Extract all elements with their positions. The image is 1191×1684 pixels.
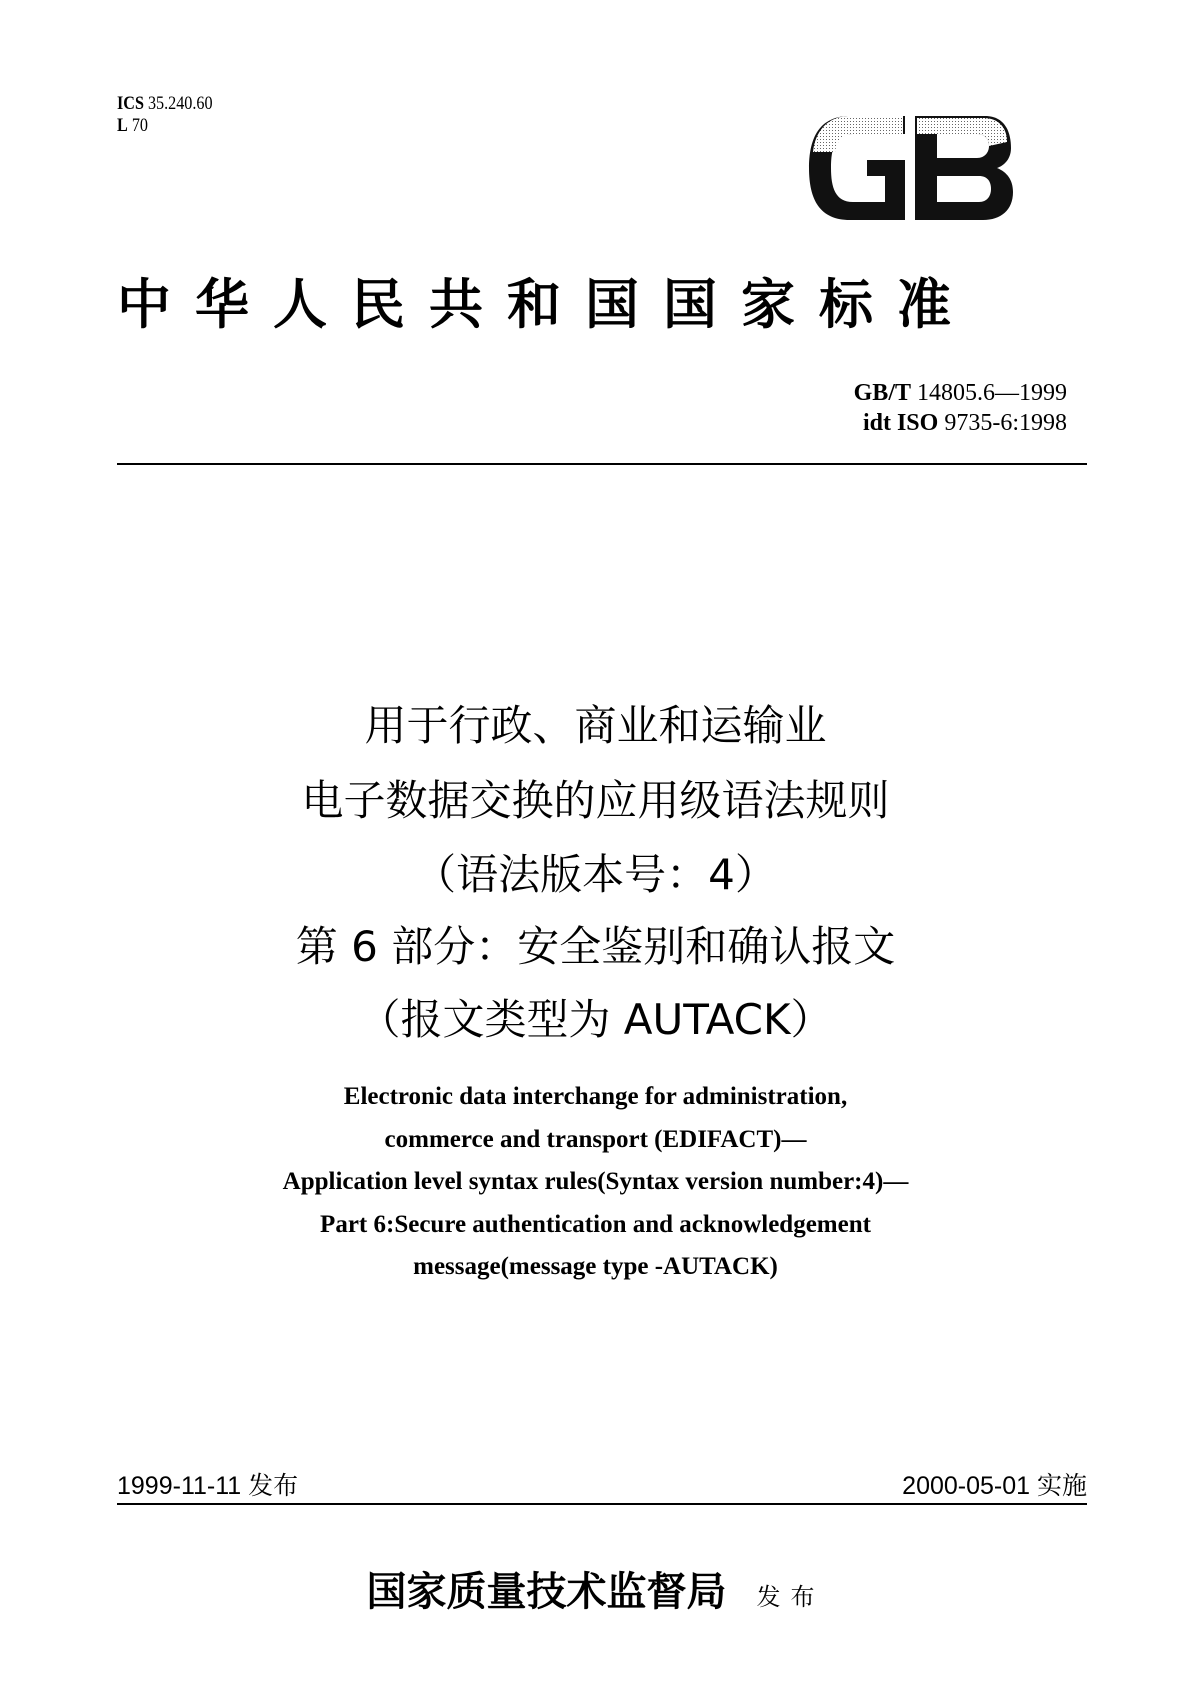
main-title: 中华人民共和国国家标准 <box>117 272 975 336</box>
issuer-action: 发布 <box>756 1583 825 1611</box>
bottom-divider <box>117 1503 1087 1505</box>
title-en-line-1: Electronic data interchange for administration, <box>343 1083 848 1110</box>
issue-date: 1999-11-11 发布 <box>117 1472 299 1500</box>
top-divider <box>117 463 1087 465</box>
classification-codes <box>117 93 213 137</box>
title-en-line-2: commerce and transport (EDIFACT)— <box>384 1126 807 1153</box>
title-en-line-5: message(message type -AUTACK) <box>413 1253 778 1280</box>
iso-equivalent: idt ISO 9735-6:1998 <box>862 410 1067 436</box>
title-zh-line-2: 电子数据交换的应用级语法规则 <box>301 776 890 825</box>
ccs-code: L 70 <box>117 115 148 136</box>
title-en-line-3: Application level syntax rules(Syntax version number:4)— <box>282 1168 909 1195</box>
standard-number <box>854 378 1067 438</box>
title-en-line-4: Part 6:Secure authentication and acknowledgement <box>320 1211 871 1238</box>
gb-logo <box>805 112 1017 224</box>
title-zh-line-3: （语法版本号：4） <box>414 850 777 899</box>
implementation-date: 2000-05-01 实施 <box>902 1472 1087 1500</box>
title-zh-line-5: （报文类型为 AUTACK） <box>358 995 833 1044</box>
issuer <box>0 1560 1191 1617</box>
title-zh-line-4: 第 6 部分：安全鉴别和确认报文 <box>295 922 896 971</box>
gb-number: GB/T 14805.6—1999 <box>853 380 1067 406</box>
title-zh-line-1: 用于行政、商业和运输业 <box>364 701 827 750</box>
issuer-name: 国家质量技术监督局 <box>366 1568 727 1615</box>
ics-code: ICS 35.240.60 <box>117 93 213 114</box>
